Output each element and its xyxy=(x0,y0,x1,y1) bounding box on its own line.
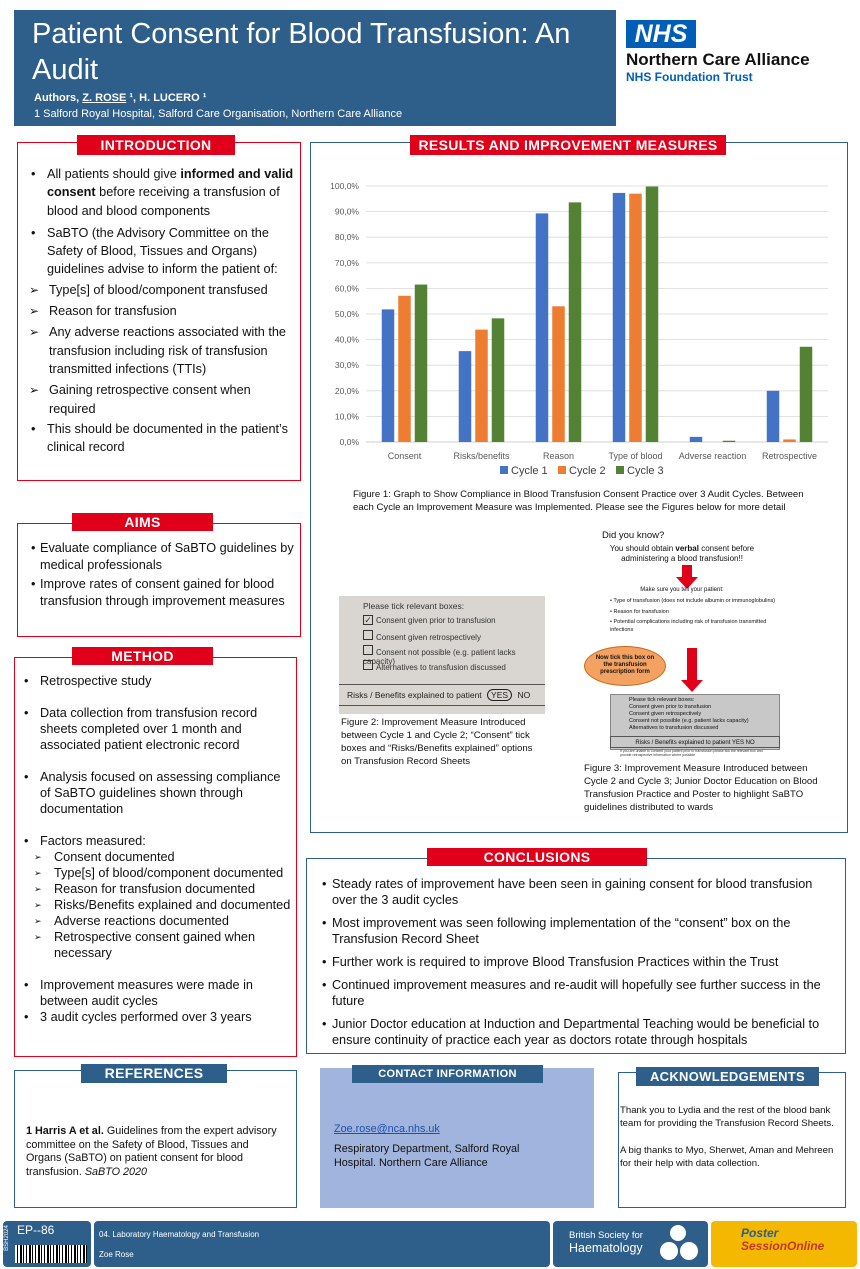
bsh-circles-icon xyxy=(658,1225,702,1265)
method-item: • Improvement measures were made in between audit cycles xyxy=(20,977,292,1009)
org-name: Northern Care Alliance xyxy=(626,50,810,69)
compliance-bar-chart xyxy=(316,170,836,490)
bsh-text-2: Haematology xyxy=(569,1241,643,1255)
title-banner xyxy=(14,10,616,126)
footer-presenter: Zoe Rose xyxy=(99,1250,134,1259)
y-tick-label: 50,0% xyxy=(334,309,359,319)
poster-small-note: If you are unable to consent your patient prior to transfusion please tick the relevant box and provide retrospective information where possible xyxy=(620,749,763,757)
y-tick-label: 70,0% xyxy=(334,257,359,268)
poster-form-risks: Risks / Benefits explained to patient YES NO xyxy=(610,736,780,748)
references-heading: REFERENCES xyxy=(81,1064,227,1083)
bsh-logo-box xyxy=(553,1221,708,1267)
down-arrow-icon xyxy=(687,648,697,680)
x-tick-label: Consent xyxy=(387,451,422,461)
method-item: • Analysis focused on assessing compliance of SaBTO guidelines shown through documentation xyxy=(20,769,292,817)
y-tick-label: 100,0% xyxy=(330,181,359,191)
nhs-logo xyxy=(626,20,846,90)
acknowledgement-text-1: Thank you to Lydia and the rest of the blood bank team for providing the Transfusion Record Sheets. xyxy=(620,1105,834,1129)
x-tick-label: Risks/benefits xyxy=(453,451,510,461)
footer-info-box xyxy=(94,1221,550,1267)
conclusions-heading: CONCLUSIONS xyxy=(427,848,647,866)
bar-cycle-1 xyxy=(536,213,549,442)
legend-label: Cycle 3 xyxy=(627,465,664,477)
conclusions-body xyxy=(318,876,838,1048)
poster-line: You should obtain verbal consent before xyxy=(609,544,755,553)
bar-cycle-3 xyxy=(800,347,813,442)
bar-cycle-2 xyxy=(398,296,411,442)
method-factor: ➢ Retrospective consent gained when necessary xyxy=(32,929,292,961)
y-tick-label: 60,0% xyxy=(334,283,359,294)
org-sub: NHS Foundation Trust xyxy=(626,70,753,84)
bar-cycle-2 xyxy=(475,330,488,442)
footer-code-box xyxy=(3,1221,91,1267)
form-option: ✓ Consent given prior to transfusion xyxy=(364,615,496,625)
legend-label: Cycle 2 xyxy=(569,465,606,477)
y-tick-label: 90,0% xyxy=(334,206,359,217)
contact-panel xyxy=(320,1068,594,1208)
x-tick-label: Type of blood xyxy=(608,451,663,461)
method-factor: ➢ Adverse reactions documented xyxy=(32,913,292,929)
aims-body xyxy=(27,540,295,610)
method-factor: ➢ Reason for transfusion documented xyxy=(32,881,292,897)
bar-cycle-2 xyxy=(783,439,796,442)
method-item: • Data collection from transfusion record sheets completed over 1 month and associated patient electronic record xyxy=(20,705,292,753)
method-factor: ➢ Consent documented xyxy=(32,849,292,865)
method-item: • 3 audit cycles performed over 3 years xyxy=(20,1009,292,1025)
legend-swatch xyxy=(616,466,624,474)
poster-bullet: • Potential complications including risk of transfusion transmitted infections xyxy=(610,619,767,633)
author-link[interactable]: Z. ROSE xyxy=(82,92,127,104)
poster-form-snippet: Please tick relevant boxes: Consent given prior to transfusion Consent given retrospectively Consent not possible (e.g. patient lacks capacity) Alternatives to transfusion discussed xyxy=(610,694,780,750)
conclusion-item: • Most improvement was seen following implementation of the “consent” box on the Transfusion Record Sheet xyxy=(318,915,838,947)
legend-label: Cycle 1 xyxy=(511,465,548,477)
acknowledgements-heading: ACKNOWLEDGEMENTS xyxy=(636,1067,819,1086)
legend-swatch xyxy=(558,466,566,474)
aims-item: • Evaluate compliance of SaBTO guidelines by medical professionals xyxy=(27,540,295,574)
form-title: Please tick relevant boxes: xyxy=(363,601,465,611)
y-tick-label: 30,0% xyxy=(334,360,359,371)
bsh-text-1: British Society for xyxy=(569,1230,643,1241)
poster-title: Did you know? xyxy=(602,530,665,541)
bar-cycle-1 xyxy=(613,193,626,442)
nhs-badge: NHS xyxy=(626,20,696,48)
bar-cycle-3 xyxy=(723,441,736,442)
poster-title: Patient Consent for Blood Transfusion: An Audit xyxy=(32,18,571,86)
intro-subitem: ➢ Reason for transfusion xyxy=(27,302,295,320)
poster-make-sure: Make sure you tell your patient: xyxy=(640,587,724,593)
form-option: Consent not possible (e.g. patient lacks capacity) xyxy=(363,645,545,666)
reference-item: 1 Harris A et al. Guidelines from the expert advisory committee on the Safety of Blood, Tissues and Organs (SaBTO) on patient consent for blood transfusion. SaBTO 2020 xyxy=(26,1125,277,1178)
bar-cycle-1 xyxy=(767,391,780,442)
form-option: Alternatives to transfusion discussed xyxy=(363,660,506,672)
conclusion-item: • Steady rates of improvement have been seen in gaining consent for blood transfusion over the 3 audit cycles xyxy=(318,876,838,908)
poster-session-logo-box xyxy=(711,1221,857,1267)
contact-address: Respiratory Department, Salford Royal Hospital. Northern Care Alliance xyxy=(334,1143,520,1169)
checkbox-icon xyxy=(363,660,373,670)
results-heading: RESULTS AND IMPROVEMENT MEASURES xyxy=(410,135,726,155)
education-poster-image xyxy=(582,530,782,760)
bar-cycle-3 xyxy=(646,187,659,442)
y-tick-label: 40,0% xyxy=(334,334,359,345)
contact-email[interactable]: Zoe.rose@nca.nhs.uk xyxy=(334,1123,440,1135)
conclusion-item: • Junior Doctor education at Induction and Departmental Teaching would be beneficial to ensure continuity of practice each year as doctors rotate through hospitals xyxy=(318,1016,838,1048)
poster-bullet: • Type of transfusion (does not include albumin or immunoglobulins) xyxy=(610,598,776,604)
barcode-icon xyxy=(15,1245,87,1263)
form-risks-row: Risks / Benefits explained to patient YES NO xyxy=(339,684,545,706)
intro-subitem: ➢ Any adverse reactions associated with the transfusion including risk of transfusion transmitted infections (TTIs) xyxy=(27,323,295,378)
checked-box-icon: ✓ xyxy=(364,615,372,625)
form-option: Consent given retrospectively xyxy=(363,630,481,642)
bar-cycle-1 xyxy=(382,309,395,442)
pso-text-1: Poster xyxy=(741,1226,779,1240)
figure1-caption: Figure 1: Graph to Show Compliance in Blood Transfusion Consent Practice over 3 Audit Cycles. Between each Cycle an Improvement Measure was Implemented. Please see the Figures below for more detail xyxy=(353,489,804,513)
y-tick-label: 20,0% xyxy=(334,385,359,396)
bar-cycle-3 xyxy=(415,285,428,442)
figure2-caption: Figure 2: Improvement Measure Introduced between Cycle 1 and Cycle 2; “Consent” tick boxes and “Risks/Benefits explained” options on Transfusion Record Sheets xyxy=(341,717,533,767)
conclusion-item: • Further work is required to improve Blood Transfusion Practices within the Trust xyxy=(318,954,838,970)
down-arrow-icon xyxy=(681,680,703,692)
method-factor: ➢ Type[s] of blood/component documented xyxy=(32,865,292,881)
intro-subitem: ➢ Type[s] of blood/component transfused xyxy=(27,281,295,299)
down-arrow-icon xyxy=(682,565,692,577)
footer-category: 04. Laboratory Haematology and Transfusion xyxy=(99,1230,260,1239)
method-body xyxy=(20,673,292,1025)
y-tick-label: 0,0% xyxy=(339,437,359,447)
intro-item-1: • All patients should give informed and valid consent before receiving a transfusion of blood and blood components xyxy=(27,165,295,220)
bar-cycle-3 xyxy=(569,202,582,442)
bar-cycle-1 xyxy=(690,437,703,442)
affiliation: 1 Salford Royal Hospital, Salford Care Organisation, Northern Care Alliance xyxy=(34,108,403,120)
method-item: • Retrospective study xyxy=(20,673,292,689)
introduction-body xyxy=(27,165,295,456)
bar-cycle-1 xyxy=(459,351,472,442)
conclusion-item: • Continued improvement measures and re-audit will hopefully see further success in the future xyxy=(318,977,838,1009)
contact-heading: CONTACT INFORMATION xyxy=(352,1065,543,1083)
acknowledgements-panel xyxy=(618,1072,846,1208)
footer-vertical-id: BSH2024 xyxy=(3,1225,10,1251)
aims-item: • Improve rates of consent gained for blood transfusion through improvement measures xyxy=(27,576,295,610)
legend-swatch xyxy=(500,466,508,474)
intro-subitem: ➢ Gaining retrospective consent when required xyxy=(27,381,295,418)
poster-line: administering a blood transfusion!! xyxy=(621,554,743,563)
aims-heading: AIMS xyxy=(72,513,213,531)
method-item: • Factors measured: xyxy=(20,833,292,849)
transfusion-form-image xyxy=(339,596,545,714)
poster-bullets xyxy=(610,598,780,634)
bar-cycle-2 xyxy=(629,194,642,442)
intro-item-3: • This should be documented in the patient’s clinical record xyxy=(27,420,295,457)
footer-code: EP--86 xyxy=(17,1223,55,1237)
poster-bubble: Now tick this box on the transfusion prescription form xyxy=(584,646,666,686)
method-heading: METHOD xyxy=(72,647,213,665)
bar-cycle-2 xyxy=(552,306,565,442)
checkbox-icon xyxy=(363,630,373,640)
pso-text-2: SessionOnline xyxy=(741,1239,825,1253)
intro-item-2: • SaBTO (the Advisory Committee on the Safety of Blood, Tissues and Organs) guidelines advise to inform the patient of: xyxy=(27,224,295,279)
authors: Authors, Z. ROSE ¹, H. LUCERO ¹ xyxy=(34,92,207,104)
poster-bullet: • Reason for transfusion xyxy=(610,608,669,615)
checkbox-icon xyxy=(363,645,373,655)
acknowledgement-text-2: A big thanks to Myo, Sherwet, Aman and Mehreen for their help with data collection. xyxy=(620,1145,834,1169)
bar-cycle-3 xyxy=(492,318,505,442)
y-tick-label: 10,0% xyxy=(334,411,359,422)
x-tick-label: Adverse reaction xyxy=(678,451,747,461)
figure3-caption: Figure 3: Improvement Measure Introduced between Cycle 2 and Cycle 3; Junior Doctor Education on Blood Transfusion Practice and Poster to highlight SaBTO guidelines distributed to wards xyxy=(584,763,818,813)
x-tick-label: Reason xyxy=(542,451,575,461)
method-factor: ➢ Risks/Benefits explained and documented xyxy=(32,897,292,913)
x-tick-label: Retrospective xyxy=(761,451,818,461)
y-tick-label: 80,0% xyxy=(334,232,359,243)
introduction-heading: INTRODUCTION xyxy=(77,135,235,155)
